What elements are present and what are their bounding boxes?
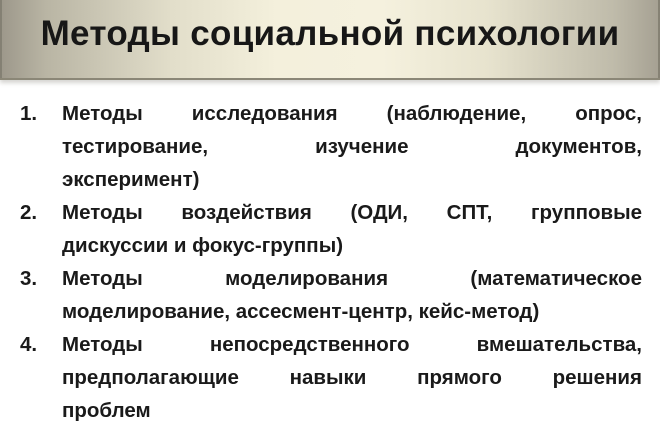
item-line: тестирование, изучение документов, [62, 135, 642, 158]
slide-title-bar [0, 0, 660, 80]
item-line: дискуссии и фокус-группы) [62, 234, 344, 257]
list-item-4 [20, 328, 642, 427]
slide-title: Методы социальной психологии [40, 14, 620, 53]
item-line: Методы моделирования (математическое [62, 267, 642, 290]
item-text [62, 196, 642, 262]
item-line: моделирование, ассесмент-центр, кейс-метод) [62, 300, 540, 323]
list-item-1 [20, 97, 642, 196]
item-text [62, 328, 642, 427]
item-text [62, 262, 642, 328]
list-item-2 [20, 196, 642, 262]
item-line: проблем [62, 399, 151, 422]
item-line: Методы воздействия (ОДИ, СПТ, групповые [62, 201, 642, 224]
slide-body [0, 80, 660, 427]
list-item-3 [20, 262, 642, 328]
item-line: Методы исследования (наблюдение, опрос, [62, 102, 642, 125]
methods-list [20, 97, 642, 427]
item-number: 1. [20, 102, 38, 125]
item-line: предполагающие навыки прямого решения [62, 366, 642, 389]
item-line: Методы непосредственного вмешательства, [62, 333, 642, 356]
item-number: 4. [20, 333, 38, 356]
item-text [62, 97, 642, 196]
item-number: 3. [20, 267, 38, 290]
item-number: 2. [20, 201, 38, 224]
item-line: эксперимент) [62, 168, 200, 191]
